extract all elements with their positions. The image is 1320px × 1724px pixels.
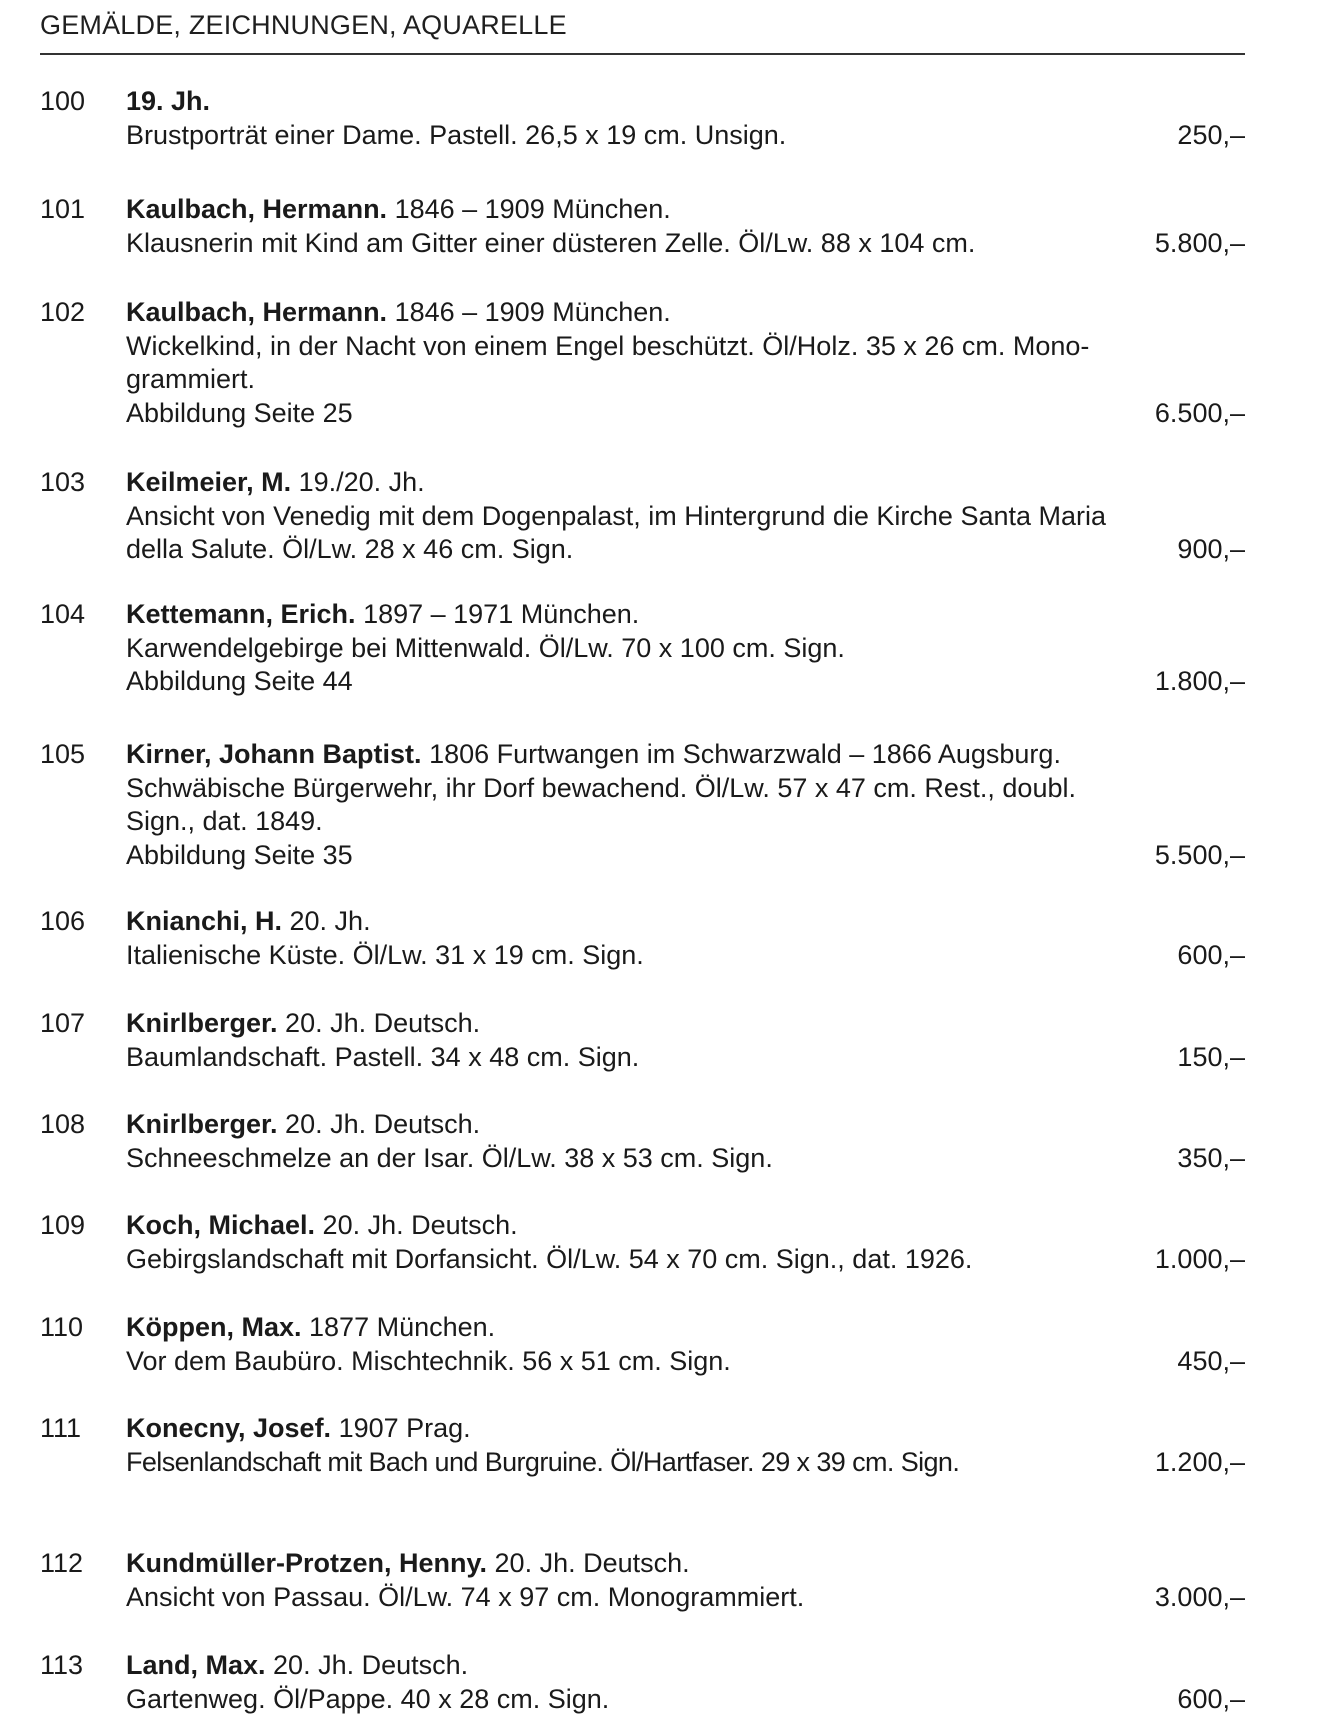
lot-artist-meta: 1877 München. <box>301 1312 496 1342</box>
lot-artist: Kaulbach, Hermann. <box>126 194 388 224</box>
lot-number: 105 <box>40 739 86 769</box>
lot-artist: Land, Max. <box>126 1650 266 1680</box>
lot-price: 6.500,– <box>1154 397 1245 428</box>
lot-artist: Konecny, Josef. <box>126 1413 332 1443</box>
lot-description: Italienische Küste. Öl/Lw. 31 x 19 cm. Sign. <box>126 939 644 970</box>
lot-description: Ansicht von Venedig mit dem Dogenpalast, im Hintergrund die Kirche Santa Maria <box>126 500 1107 531</box>
lot-price: 450,– <box>1177 1345 1245 1376</box>
lot-entry <box>40 1547 1245 1614</box>
lot-entry <box>40 598 1245 699</box>
lot-artist: 19. Jh. <box>126 86 211 116</box>
lot-artist: Koch, Michael. <box>126 1210 316 1240</box>
lot-price: 1.200,– <box>1154 1446 1245 1477</box>
lot-artist-meta: 1846 – 1909 München. <box>387 194 671 224</box>
lot-number: 111 <box>40 1413 82 1443</box>
lot-illustration-note: Abbildung Seite 35 <box>126 839 353 870</box>
lot-description-cont: della Salute. Öl/Lw. 28 x 46 cm. Sign. <box>126 534 574 564</box>
lot-description: Baumlandschaft. Pastell. 34 x 48 cm. Sign. <box>126 1041 640 1072</box>
lot-illustration-note: Abbildung Seite 25 <box>126 397 353 428</box>
lot-price: 5.500,– <box>1154 839 1245 870</box>
lot-artist: Knianchi, H. <box>126 906 283 936</box>
lot-description-cont: Sign., dat. 1849. <box>126 806 323 836</box>
lot-price: 900,– <box>1177 534 1245 564</box>
lot-entry <box>40 85 1245 152</box>
lot-artist: Kundmüller-Protzen, Henny. <box>126 1548 488 1578</box>
lot-number: 100 <box>40 86 86 116</box>
lot-price: 250,– <box>1177 119 1245 150</box>
lot-description: Wickelkind, in der Nacht von einem Engel beschützt. Öl/Holz. 35 x 26 cm. Mono- <box>126 330 1090 361</box>
lot-entry <box>40 1007 1245 1074</box>
lot-description: Gartenweg. Öl/Pappe. 40 x 28 cm. Sign. <box>126 1683 610 1714</box>
lot-artist: Knirlberger. <box>126 1008 278 1038</box>
lot-price: 600,– <box>1177 939 1245 970</box>
lot-number: 106 <box>40 906 86 936</box>
lot-price: 600,– <box>1177 1683 1245 1714</box>
page-header-title: GEMÄLDE, ZEICHNUNGEN, AQUARELLE <box>40 10 567 40</box>
lot-artist-meta: 20. Jh. Deutsch. <box>265 1650 469 1680</box>
lot-description: Karwendelgebirge bei Mittenwald. Öl/Lw. 70 x 100 cm. Sign. <box>126 632 845 663</box>
lot-price: 150,– <box>1177 1041 1245 1072</box>
lot-artist-meta: 19./20. Jh. <box>291 467 425 497</box>
lot-artist: Köppen, Max. <box>126 1312 302 1342</box>
lot-number: 101 <box>40 194 86 224</box>
lot-description: Klausnerin mit Kind am Gitter einer düsteren Zelle. Öl/Lw. 88 x 104 cm. <box>126 227 976 258</box>
lot-number: 108 <box>40 1109 86 1139</box>
lot-artist: Knirlberger. <box>126 1109 278 1139</box>
lot-artist-meta: 20. Jh. Deutsch. <box>277 1008 481 1038</box>
lot-description: Schneeschmelze an der Isar. Öl/Lw. 38 x 53 cm. Sign. <box>126 1142 773 1173</box>
lot-artist-meta: 20. Jh. Deutsch. <box>487 1548 690 1578</box>
lot-artist-meta: 20. Jh. Deutsch. <box>315 1210 518 1240</box>
lot-entry <box>40 1649 1245 1716</box>
lot-entry <box>40 1311 1245 1378</box>
lot-artist-meta: 1806 Furtwangen im Schwarzwald – 1866 Augsburg. <box>421 739 1061 769</box>
lot-artist-meta: 20. Jh. <box>282 906 371 936</box>
lot-entry <box>40 466 1245 567</box>
lot-price: 350,– <box>1177 1142 1245 1173</box>
lot-description: Brustporträt einer Dame. Pastell. 26,5 x 19 cm. Unsign. <box>126 119 787 150</box>
lot-artist: Kaulbach, Hermann. <box>126 297 388 327</box>
lot-artist: Keilmeier, M. <box>126 467 292 497</box>
header-rule <box>40 53 1245 55</box>
lot-entry <box>40 1209 1245 1276</box>
lot-artist: Kirner, Johann Baptist. <box>126 739 422 769</box>
lot-illustration-note: Abbildung Seite 44 <box>126 666 353 696</box>
lot-number: 103 <box>40 467 86 497</box>
lot-number: 113 <box>40 1650 84 1680</box>
lot-number: 102 <box>40 297 86 327</box>
lot-entry <box>40 193 1245 260</box>
lot-entry <box>40 1108 1245 1175</box>
lot-artist-meta: 20. Jh. Deutsch. <box>277 1109 481 1139</box>
lot-number: 104 <box>40 599 86 629</box>
lot-number: 112 <box>40 1548 84 1578</box>
lot-description: Schwäbische Bürgerwehr, ihr Dorf bewachend. Öl/Lw. 57 x 47 cm. Rest., doubl. <box>126 772 1076 803</box>
lot-entry <box>40 1412 1245 1479</box>
lot-artist-meta: 1846 – 1909 München. <box>387 297 671 327</box>
lot-description-cont: grammiert. <box>126 364 256 394</box>
lot-description: Vor dem Baubüro. Mischtechnik. 56 x 51 cm. Sign. <box>126 1345 731 1376</box>
lot-number: 107 <box>40 1008 86 1038</box>
lot-description: Ansicht von Passau. Öl/Lw. 74 x 97 cm. Monogrammiert. <box>126 1581 805 1612</box>
lot-price: 1.800,– <box>1154 666 1245 696</box>
lot-description: Gebirgslandschaft mit Dorfansicht. Öl/Lw. 54 x 70 cm. Sign., dat. 1926. <box>126 1243 973 1274</box>
lot-entry <box>40 738 1245 872</box>
lot-number: 110 <box>40 1312 84 1342</box>
lot-entry <box>40 296 1245 430</box>
lot-artist-meta: 1907 Prag. <box>331 1413 471 1443</box>
lot-artist-meta: 1897 – 1971 München. <box>355 599 640 629</box>
lot-description: Felsenlandschaft mit Bach und Burgruine. Öl/Hartfaser. 29 x 39 cm. Sign. <box>126 1446 960 1477</box>
lot-price: 3.000,– <box>1154 1581 1245 1612</box>
lot-artist: Kettemann, Erich. <box>126 599 356 629</box>
lot-price: 1.000,– <box>1154 1243 1245 1274</box>
lot-number: 109 <box>40 1210 86 1240</box>
lot-entry <box>40 905 1245 972</box>
lot-price: 5.800,– <box>1154 227 1245 258</box>
